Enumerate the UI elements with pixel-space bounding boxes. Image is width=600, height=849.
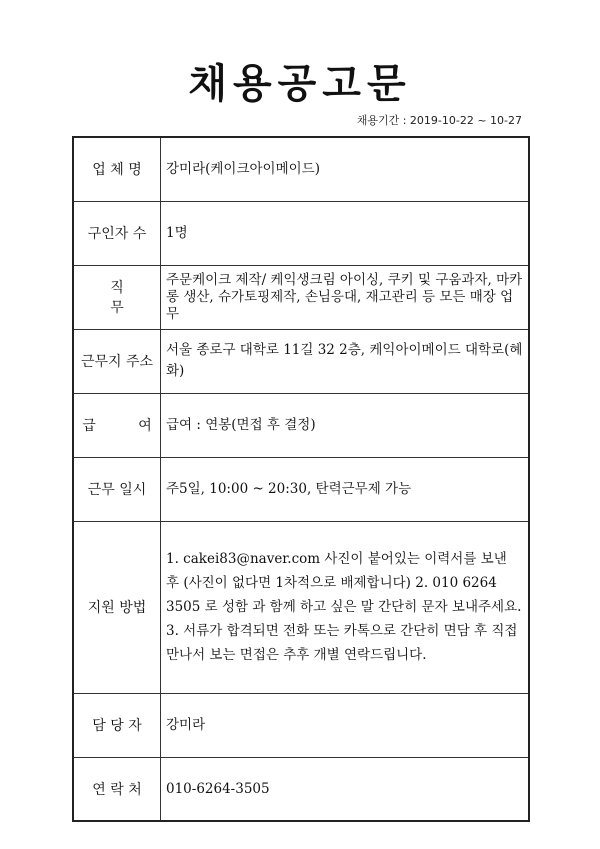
table-row [73,457,529,521]
table-row [73,393,529,457]
table-row [73,201,529,265]
label-salary [73,393,161,457]
label-job [73,265,161,329]
recruitment-period: 채용기간 : 2019-10-22 ~ 10-27 [356,114,522,127]
value-contact: 010-6264-3505 [161,757,530,821]
document-title: 채용공고문 [188,60,412,107]
table-row [73,137,529,201]
value-job: 주문케이크 제작/ 케익생크림 아이싱, 쿠키 및 구움과자, 마카롱 생산, 슈가토핑제작, 손님응대, 재고관리 등 모든 매장 업무 [161,265,530,329]
label-headcount: 구인자 수 [73,201,161,265]
value-address: 서울 종로구 대학로 11길 32 2층, 케익아이메이드 대학로(혜화) [161,329,530,393]
label-manager: 담 당 자 [73,693,161,757]
value-manager: 강미라 [161,693,530,757]
value-headcount: 1명 [161,201,530,265]
job-posting-table [72,136,530,822]
value-apply-method: 1. cakei83@naver.com 사진이 붙어있는 이력서를 보낸 후 (사진이 없다면 1차적으로 배제합니다) 2. 010 6264 3505 로 성함 과 함께 하고 싶은 말 간단히 문자 보내주세요. 3. 서류가 합격되면 전화 또는 카톡으로 간단히 면담 후 직접 만나서 보는 면접은 추후 개별 연락드립니다. [161,521,530,693]
label-salary-text: 급 여 [82,418,152,434]
label-address: 근무지 주소 [73,329,161,393]
value-work-hours: 주5일, 10:00 ~ 20:30, 탄력근무제 가능 [161,457,530,521]
table-row [73,521,529,693]
table-row [73,329,529,393]
value-company: 강미라(케이크아이메이드) [161,137,530,201]
label-apply-method: 지원 방법 [73,521,161,693]
table-row [73,757,529,821]
table-row [73,693,529,757]
label-company: 업 체 명 [73,137,161,201]
value-salary: 급여 : 연봉(면접 후 결정) [161,393,530,457]
label-contact: 연 락 처 [73,757,161,821]
table-row [73,265,529,329]
label-job-text: 직 무 [110,280,124,316]
label-work-hours: 근무 일시 [73,457,161,521]
